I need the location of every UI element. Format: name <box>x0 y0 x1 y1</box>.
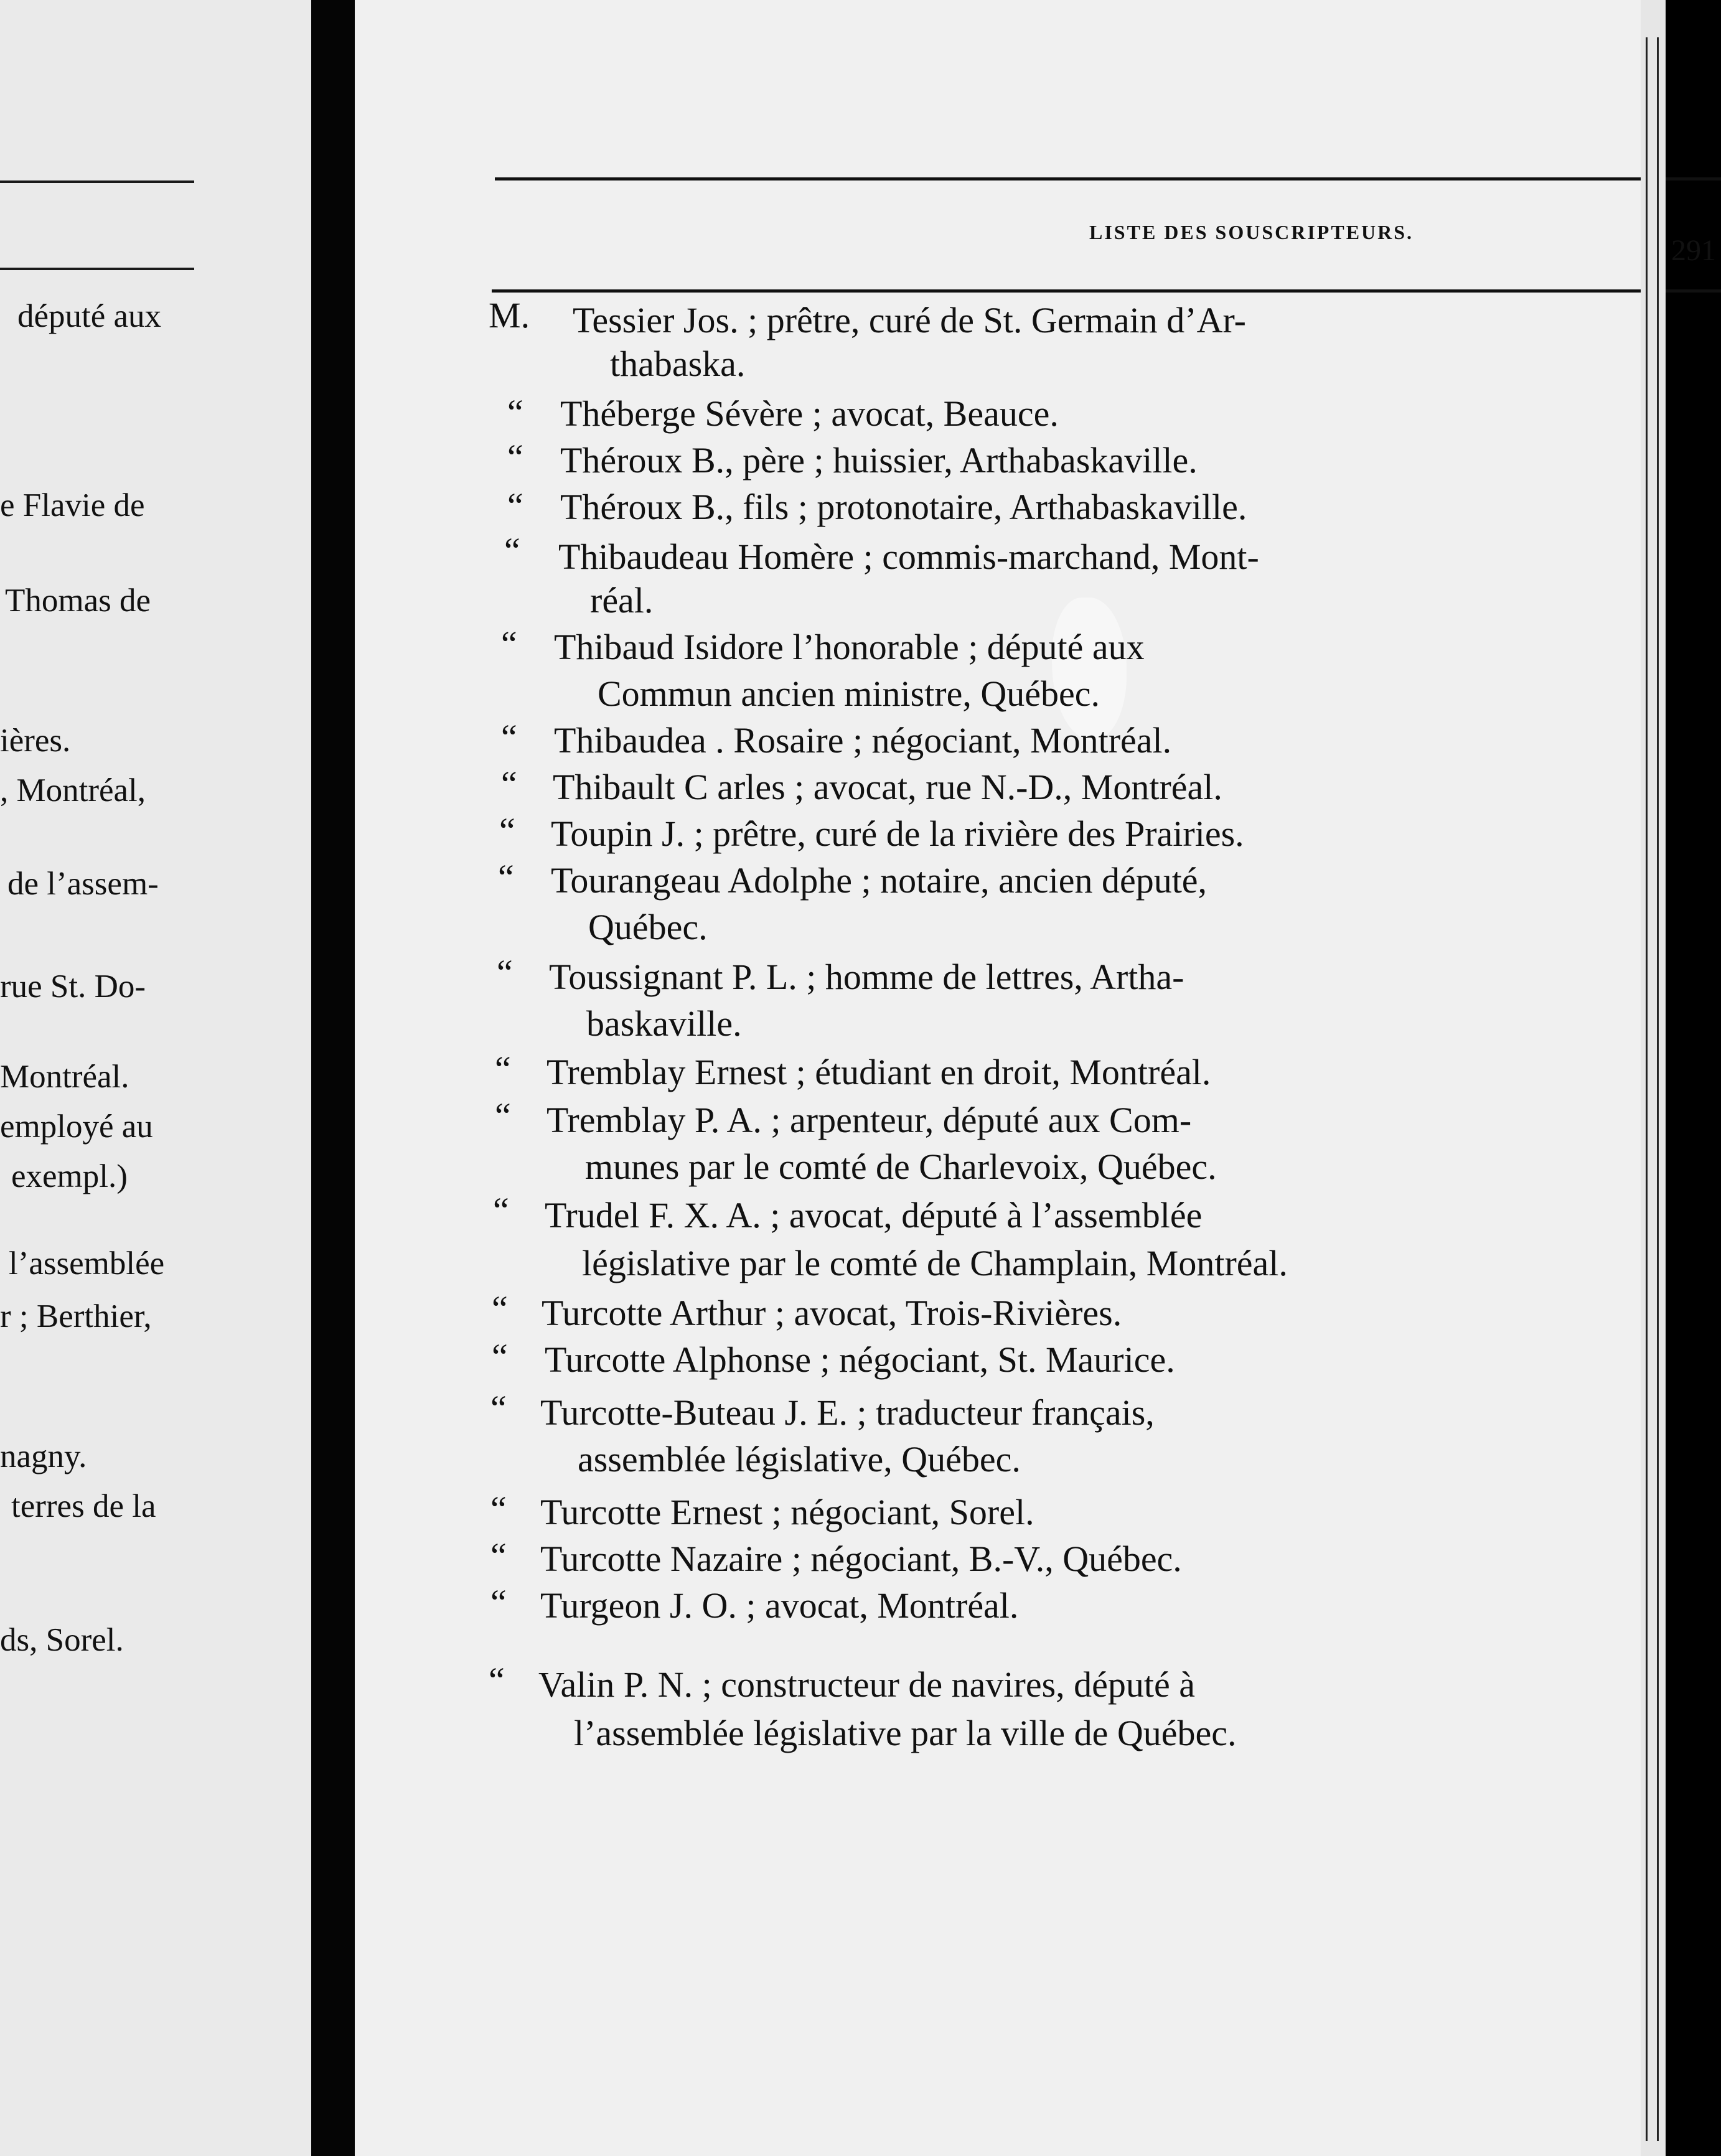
ditto-mark: “ <box>489 1660 505 1700</box>
ditto-mark: “ <box>501 764 517 804</box>
left-page-line: terres de la <box>11 1488 156 1524</box>
ditto-mark: “ <box>501 624 517 664</box>
entry-line: baskaville. <box>586 1003 742 1044</box>
ditto-mark: “ <box>504 530 520 571</box>
entry-line: Trudel F. X. A. ; avocat, député à l’assemblée <box>545 1195 1203 1235</box>
ditto-mark: “ <box>490 1388 507 1428</box>
entry-line: Turcotte Alphonse ; négociant, St. Maurice. <box>545 1339 1175 1380</box>
left-page-line: r ; Berthier, <box>0 1298 152 1334</box>
left-page-line: rue St. Do- <box>0 968 146 1005</box>
ditto-mark: “ <box>492 1288 508 1329</box>
left-page-header-rule <box>0 268 194 270</box>
ditto-mark: “ <box>490 1582 507 1623</box>
left-page-line: ières. <box>0 723 71 759</box>
entry-line: l’assemblée législative par la ville de Québec. <box>574 1713 1237 1753</box>
entry-line: réal. <box>590 580 654 621</box>
ditto-mark: “ <box>492 1336 508 1377</box>
book-gutter <box>311 0 355 2156</box>
page-edge-line <box>1657 37 1659 2141</box>
left-page-line: , Montréal, <box>0 772 146 809</box>
left-page-line: ds, Sorel. <box>0 1622 124 1658</box>
entry-line: Turcotte-Buteau J. E. ; traducteur français, <box>540 1392 1155 1433</box>
entry-line: législative par le comté de Champlain, Montréal. <box>582 1243 1288 1283</box>
entry-line: Valin P. N. ; constructeur de navires, député à <box>538 1664 1195 1705</box>
entry-line: Tessier Jos. ; prêtre, curé de St. Germain d’Ar- <box>573 300 1246 340</box>
ditto-mark: “ <box>507 485 523 526</box>
ditto-mark: “ <box>507 437 523 477</box>
entry-line: Turgeon J. O. ; avocat, Montréal. <box>540 1585 1019 1626</box>
entry-line: Turcotte Ernest ; négociant, Sorel. <box>540 1492 1034 1532</box>
ditto-mark: “ <box>490 1489 507 1529</box>
entry-line: assemblée législative, Québec. <box>578 1439 1021 1479</box>
ditto-mark: “ <box>490 1535 507 1576</box>
previous-page-fragment <box>0 0 311 2156</box>
entry-line: Tremblay Ernest ; étudiant en droit, Montréal. <box>546 1052 1211 1092</box>
entry-prefix: M. <box>489 295 530 335</box>
left-page-line: Montréal. <box>0 1059 129 1095</box>
running-head: LISTE DES SOUSCRIPTEURS. <box>1089 221 1414 243</box>
ditto-mark: “ <box>495 1095 511 1136</box>
entry-line: Théberge Sévère ; avocat, Beauce. <box>560 393 1059 434</box>
page-edge-line <box>1646 37 1648 2141</box>
entry-line: munes par le comté de Charlevoix, Québec. <box>585 1146 1217 1187</box>
entry-line: Thibaud Isidore l’honorable ; député aux <box>554 627 1145 667</box>
entry-line: Toupin J. ; prêtre, curé de la rivière des Prairies. <box>551 813 1244 854</box>
page-edge <box>1641 0 1666 2156</box>
entry-line: Commun ancien ministre, Québec. <box>598 673 1100 714</box>
left-page-top-rule <box>0 180 194 183</box>
entry-line: Tremblay P. A. ; arpenteur, député aux Com- <box>546 1100 1192 1140</box>
entry-line: Turcotte Arthur ; avocat, Trois-Rivières. <box>542 1293 1122 1333</box>
ditto-mark: “ <box>507 392 523 433</box>
entry-line: Thibaudea . Rosaire ; négociant, Montréal. <box>554 720 1172 761</box>
left-page-line: e Flavie de <box>0 487 145 523</box>
left-page-line: de l’assem- <box>7 866 159 902</box>
entry-line: thabaska. <box>610 344 746 384</box>
ditto-mark: “ <box>495 1049 511 1089</box>
left-page-line: nagny. <box>0 1438 87 1474</box>
ditto-mark: “ <box>493 1190 509 1230</box>
entry-line: Turcotte Nazaire ; négociant, B.-V., Québec. <box>540 1539 1182 1579</box>
left-page-line: l’assemblée <box>9 1245 165 1282</box>
left-page-line: exempl.) <box>11 1158 128 1194</box>
entry-line: Thibaudeau Homère ; commis-marchand, Mont- <box>558 537 1259 577</box>
left-page-line: député aux <box>17 298 162 334</box>
left-page-line: employé au <box>0 1108 153 1145</box>
entry-line: Théroux B., père ; huissier, Arthabaskaville. <box>560 440 1198 480</box>
ditto-mark: “ <box>497 952 513 993</box>
entry-line: Tourangeau Adolphe ; notaire, ancien député, <box>551 860 1208 901</box>
page-number: 291 <box>1671 234 1716 267</box>
header-top-rule <box>495 177 1721 180</box>
ditto-mark: “ <box>499 810 515 851</box>
entry-line: Théroux B., fils ; protonotaire, Arthabaskaville. <box>560 487 1247 527</box>
ditto-mark: “ <box>498 857 514 898</box>
entry-line: Québec. <box>588 907 708 947</box>
entry-line: Thibault C arles ; avocat, rue N.-D., Montréal. <box>553 767 1222 807</box>
current-page <box>355 0 1716 2156</box>
ditto-mark: “ <box>501 717 517 757</box>
left-page-line: Thomas de <box>5 583 151 619</box>
header-bottom-rule <box>492 289 1721 293</box>
entry-line: Toussignant P. L. ; homme de lettres, Artha- <box>549 957 1184 997</box>
